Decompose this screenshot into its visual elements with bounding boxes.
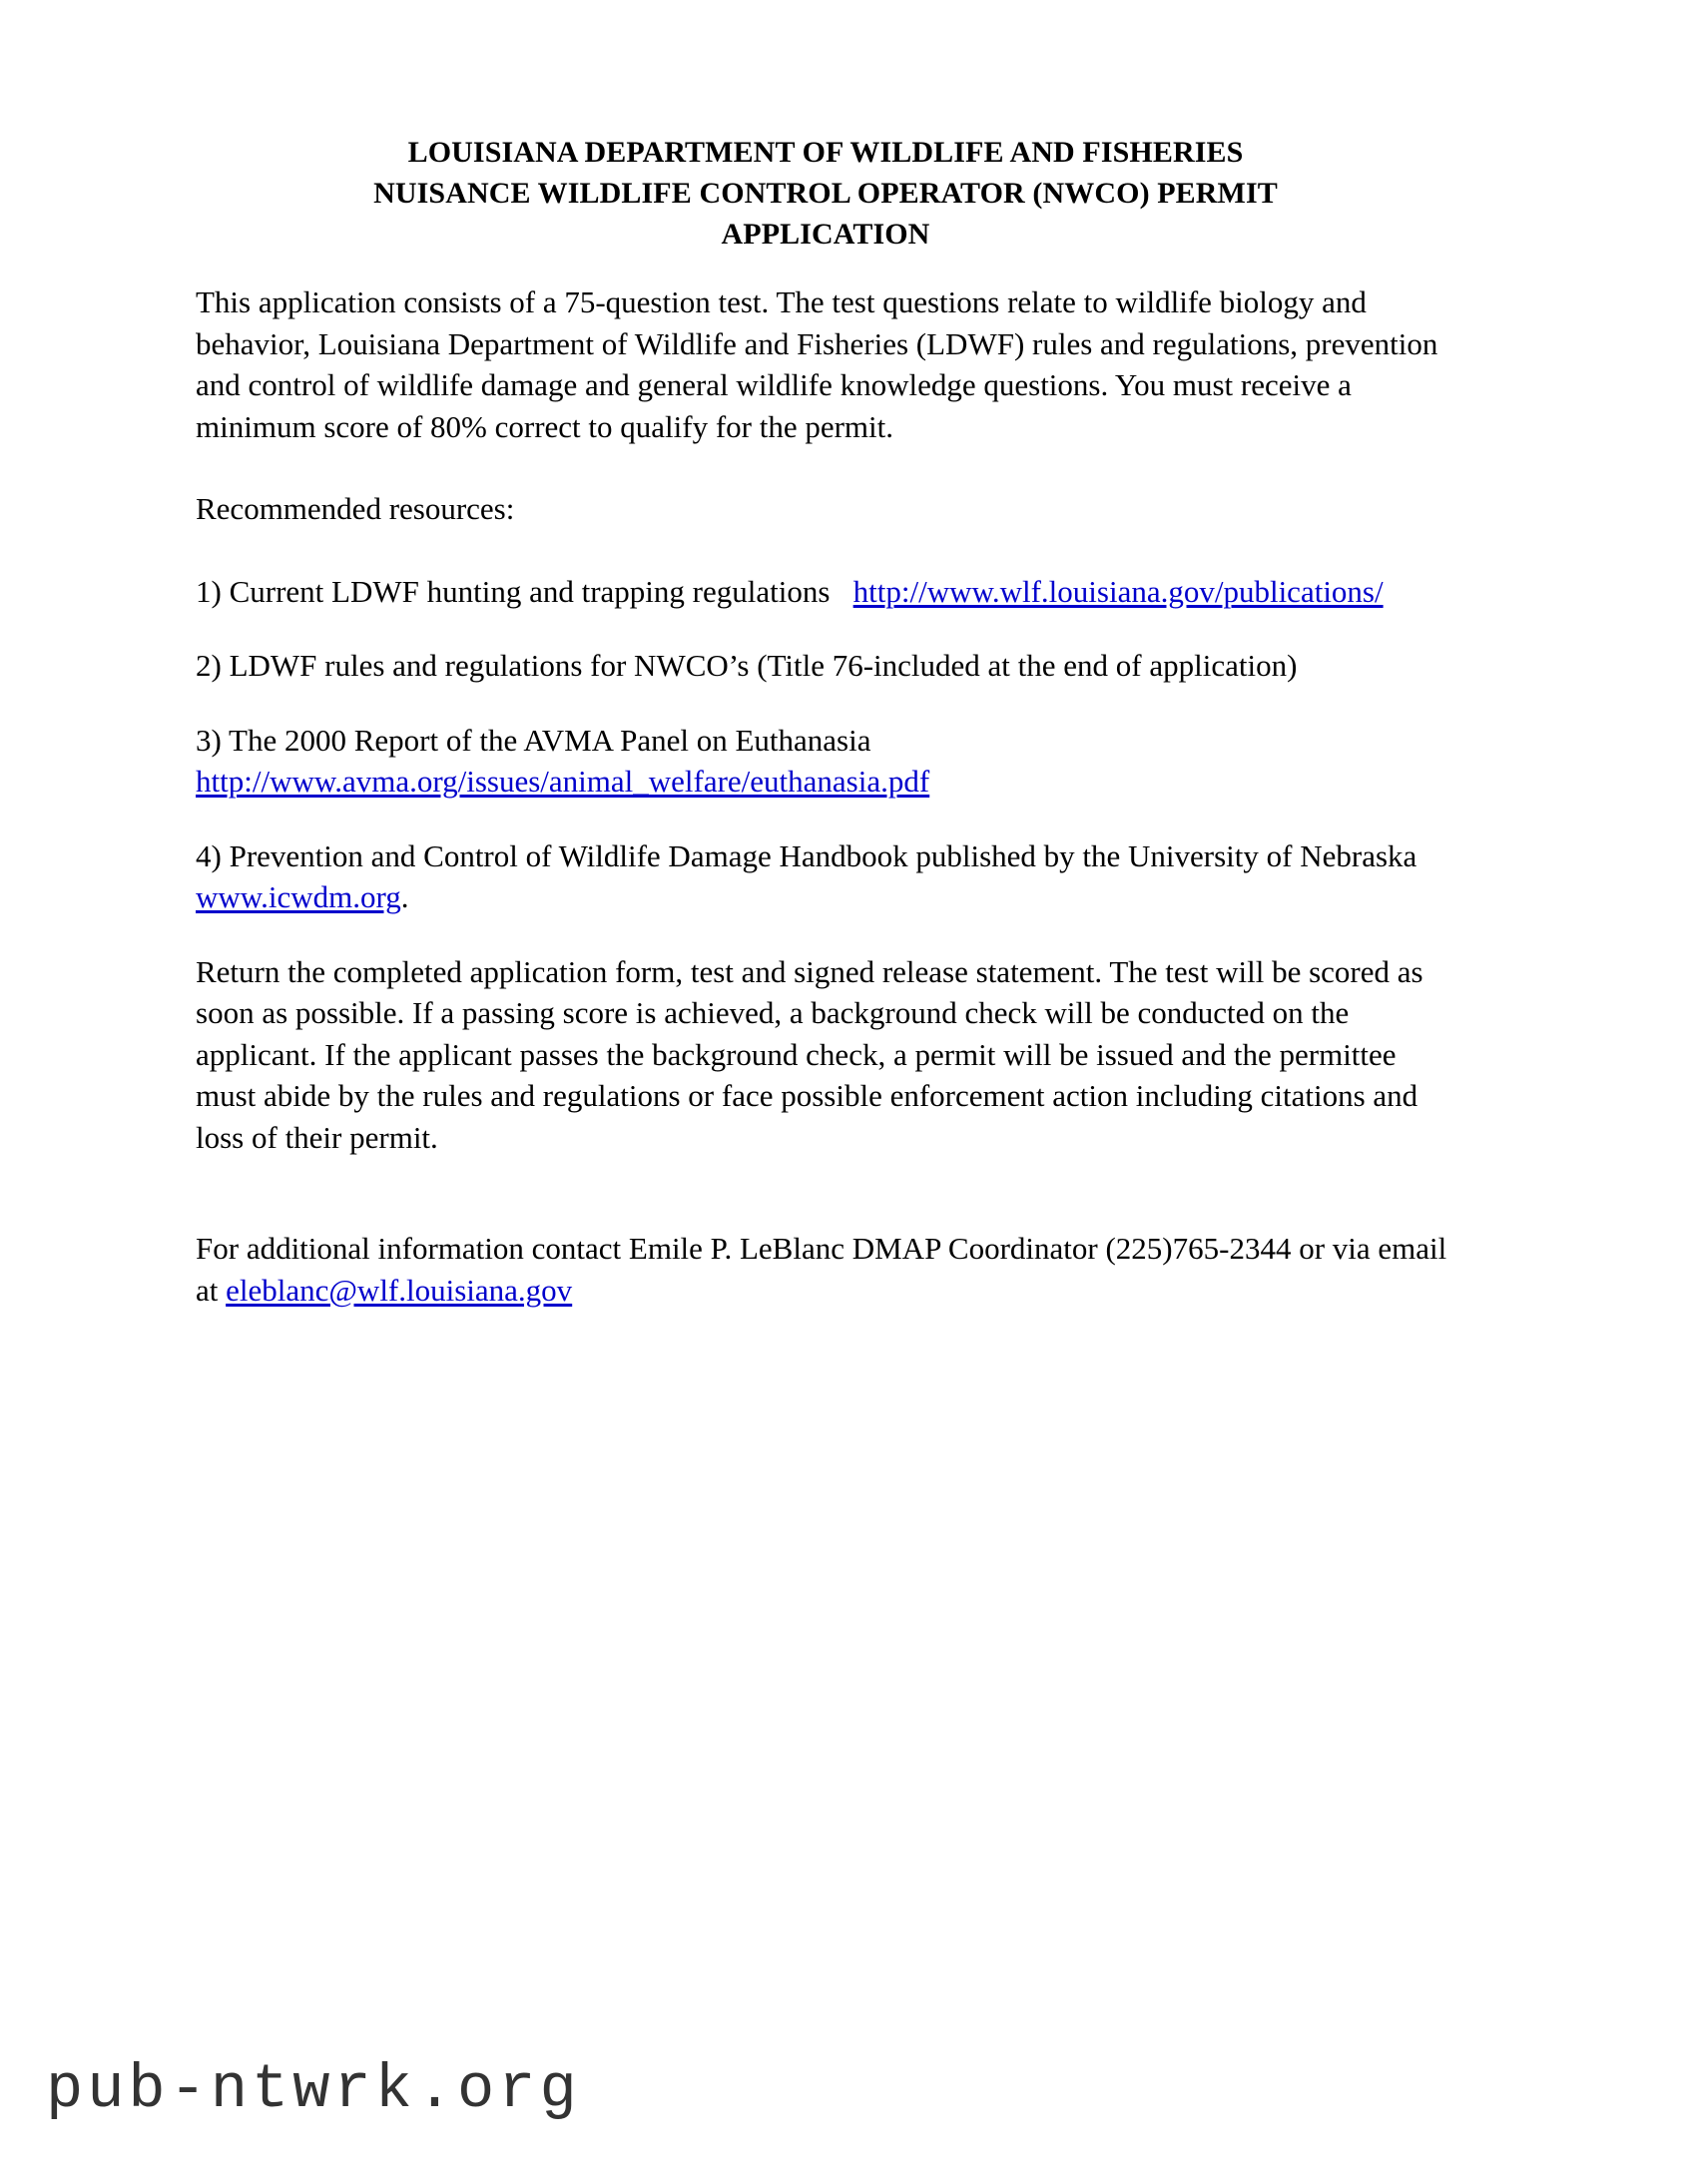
resource-item-4: [196, 835, 1458, 918]
title-line-1: LOUISIANA DEPARTMENT OF WILDLIFE AND FISHERIES: [407, 136, 1244, 169]
resources-heading: Recommended resources:: [196, 491, 515, 526]
resource-item-4-period: .: [400, 879, 409, 914]
resource-item-3: [196, 720, 1458, 803]
spacer: [196, 530, 1458, 571]
intro-paragraph: This application consists of a 75-question test. The test questions relate to wildlife biology and behavior, Louisiana Department of Wildlife and Fisheries (LDWF) rules and regulations, prevention and control of wildlife damage and general wildlife knowledge questions. You must receive a minimum score of 80% correct to qualify for the permit.: [196, 284, 1438, 444]
watermark: pub-ntwrk.org: [46, 2054, 581, 2125]
document-body: [196, 281, 1458, 1311]
page-title: [196, 132, 1455, 255]
contact-paragraph: [196, 1228, 1458, 1311]
link-icwdm[interactable]: www.icwdm.org: [196, 879, 401, 914]
link-email-eleblanc[interactable]: eleblanc@wlf.louisiana.gov: [226, 1272, 573, 1308]
resource-item-2: 2) LDWF rules and regulations for NWCO’s (Title 76-included at the end of application): [196, 648, 1298, 683]
return-instructions-paragraph: Return the completed application form, test and signed release statement. The test will be scored as soon as possible. If a passing score is achieved, a background check will be conducted on the applicant. If the applicant passes the background check, a permit will be issued and the permittee must abide by the rules and regulations or face possible enforcement action including citations and loss of their permit.: [196, 953, 1423, 1155]
spacer: [196, 447, 1458, 488]
spacer: [196, 918, 1458, 951]
resource-item-4-label: 4) Prevention and Control of Wildlife Damage Handbook published by the University of Nebraska: [196, 837, 1417, 873]
link-wlf-publications[interactable]: http://www.wlf.louisiana.gov/publications/: [852, 573, 1384, 609]
spacer: [196, 612, 1458, 645]
spacer: [196, 687, 1458, 720]
spacer: [196, 1158, 1458, 1228]
resource-item-1: [196, 571, 1458, 613]
spacer: [196, 803, 1458, 835]
title-line-2: NUISANCE WILDLIFE CONTROL OPERATOR (NWCO) PERMIT: [373, 177, 1278, 210]
resource-item-1-label: 1) Current LDWF hunting and trapping regulations: [196, 573, 831, 609]
link-avma-euthanasia[interactable]: http://www.avma.org/issues/animal_welfare/euthanasia.pdf: [196, 764, 930, 799]
title-line-3: APPLICATION: [721, 218, 930, 251]
resource-item-3-label: 3) The 2000 Report of the AVMA Panel on Euthanasia: [196, 722, 871, 758]
contact-lead-text: For additional information contact Emile P. LeBlanc DMAP Coordinator (225)765-2344 or via email at: [196, 1231, 1447, 1308]
